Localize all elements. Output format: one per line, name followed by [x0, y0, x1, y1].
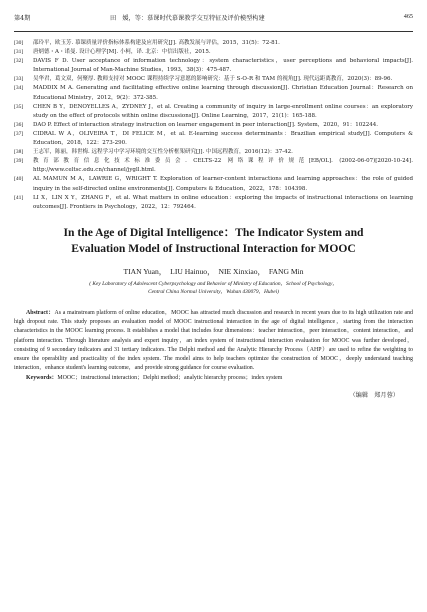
article-title: [14, 225, 413, 258]
reference-item: [14, 75, 413, 84]
reference-item: [14, 103, 413, 121]
reference-text: 唐炳德・A・诺曼. 设计心理学[M]. 小柯，译. 北京：中信出版社，2015.: [33, 49, 211, 56]
reference-item: [14, 130, 413, 148]
reference-text: 邵玲平，欧玉芳. 慕课质量评价指标体系构建及应用研究[J]. 高教发展与评估，2015，31(5)：72-81.: [33, 40, 280, 46]
reference-number: [32]: [14, 58, 24, 65]
reference-text: DAVIS F D. User acceptance of information technology：system characteristics，user perceptions and behavioral impacts[J]. International Journal of Man-Machine Studies，1993，38(3)：475-487.: [33, 58, 413, 74]
issue-number: 第4期: [14, 15, 31, 22]
reference-number: [35]: [14, 103, 24, 110]
reference-text: 教育部教育信息化技术标准委员会. CELTS-22 网络课程评价规范[EB/OL]. (2002-06-07)[2020-10-24]. http://www.celtsc.edu.cn/channel/jygll.html.: [33, 158, 413, 174]
reference-number: [36]: [14, 121, 24, 128]
reference-number: [33]: [14, 76, 24, 83]
reference-number: [34]: [14, 85, 24, 92]
reference-text: DAO P. Effect of interaction strategy instruction on learner engagement in peer interaction[J]. System，2020，91：102244.: [33, 121, 378, 128]
reference-item: [14, 148, 413, 157]
reference-number: [37]: [14, 130, 24, 137]
reference-item: [14, 84, 413, 102]
reference-number: [41]: [14, 194, 24, 201]
reference-number: [40]: [14, 176, 24, 183]
reference-item: [14, 175, 413, 193]
reference-item: [14, 194, 413, 212]
reference-item: [14, 157, 413, 175]
reference-text: 吴华君，葛文双，何聚厚. 教师支持对 MOOC 课程持续学习意愿的影响研究：基于 S-O-R 和 TAM 的视角[J]. 现代远距离教育，2020(3)：89-96.: [33, 76, 393, 83]
reference-item: [14, 57, 413, 75]
reference-number: [30]: [14, 40, 24, 46]
affiliation-line-2: Central China Normal University，Wuhan 430079，Hubei): [148, 289, 279, 296]
reference-text: AL MAMUN M A，LAWRIE G，WRIGHT T. Exploration of learner-content interactions and learning approaches：the role of guided inquiry in the self-directed online environments[J]. Computers & Education，2022，178：104398.: [33, 176, 413, 192]
title-line-2: Evaluation Model of Instructional Interaction for MOOC: [71, 242, 356, 256]
abstract: [14, 309, 413, 373]
author-byline: TIAN Yuan， LIU Hainuo， NIE Xinxiao， FANG Min: [123, 266, 304, 276]
reference-text: MADDIX M A. Generating and facilitating effective online learning through discussion[J]. Christian Education Journal：Research on Educational Ministry，2012，9(2)：372-385.: [33, 85, 413, 101]
reference-text: LI X，LIN X Y，ZHANG F，et al. What matters in online education：exploring the impacts of instructional interactions on learning outcomes[J]. Frontiers in Psychology，2022，12：792464.: [33, 194, 413, 210]
reference-item: [14, 48, 413, 57]
reference-number: [38]: [14, 149, 24, 156]
title-line-1: In the Age of Digital Intelligence：The Indicator System and: [63, 225, 364, 239]
reference-text: 王志军，陈丽，韩世梅. 远程学习中学习环境的交互性分析框架研究[J]. 中国远程教育，2016(12)：37-42.: [33, 149, 293, 156]
keywords-label: Keywords：: [26, 375, 58, 382]
keywords-text: MOOC；instructional interaction；Delphi method；analytic hierarchy process；index system: [57, 375, 283, 382]
page-number: 465: [403, 13, 413, 20]
reference-number: [39]: [14, 158, 24, 165]
reference-number: [31]: [14, 49, 24, 56]
affiliation: [14, 280, 413, 297]
reference-text: CIDRAL W A，OLIVEIRA T，DI FELICE M，et al. E-learning success determinants：Brazilian empirical study[J]. Computers & Education，2018，122：273-290.: [33, 130, 413, 147]
reference-text: CHEN B Y，DENOYELLES A，ZYDNEY J，et al. Creating a community of inquiry in large-enrollment online courses：an exploratory study on the effect of protocols within online discussions[J]. Online Learning，2017，21(1)：165-188.: [33, 103, 413, 119]
abstract-text: As a mainstream platform of online education，MOOC has attracted much discussion and research in recent years due to its high utilization rate and high dropout rate. This study proposes an evaluation model of MOOC instructional interaction in the age of digital intelligence，starting from the interaction characteristics in the MOOC learning process. It establishes a model that includes four dimensions：teacher interaction，peer interaction，content interaction，and platform interaction. Through literature analysis and expert inquiry，an index system of instructional interaction evaluation for MOOC was further developed，consisting of 9 secondary indicators and 31 tertiary indicators. The Delphi method and the Analytic Hierarchy Process（AHP）are used to refine the weighting to ensure the operability and practicality of the index system. The model aims to help teachers optimize the construction of MOOC，deeply understand teaching interaction，enhance student's learning outcome，and provide strong guidance for course evaluation.: [14, 309, 413, 372]
running-header: [14, 9, 413, 32]
affiliation-line-1: ( Key Laboratory of Adolescent Cyberpsychology and Behavior of Ministry of Education，School of Psychology，: [89, 280, 338, 287]
journal-page: [0, 9, 427, 612]
abstract-label: Abstract：: [26, 309, 55, 316]
running-title: 田 媛，等：慕课时代慕课教学交互特征及评价模型构建: [110, 15, 265, 22]
editor-note: （编辑 郑月蓉）: [349, 391, 399, 399]
reference-list: [14, 39, 413, 212]
reference-item: [14, 121, 413, 130]
reference-item: [14, 39, 413, 48]
keywords: [14, 374, 413, 383]
